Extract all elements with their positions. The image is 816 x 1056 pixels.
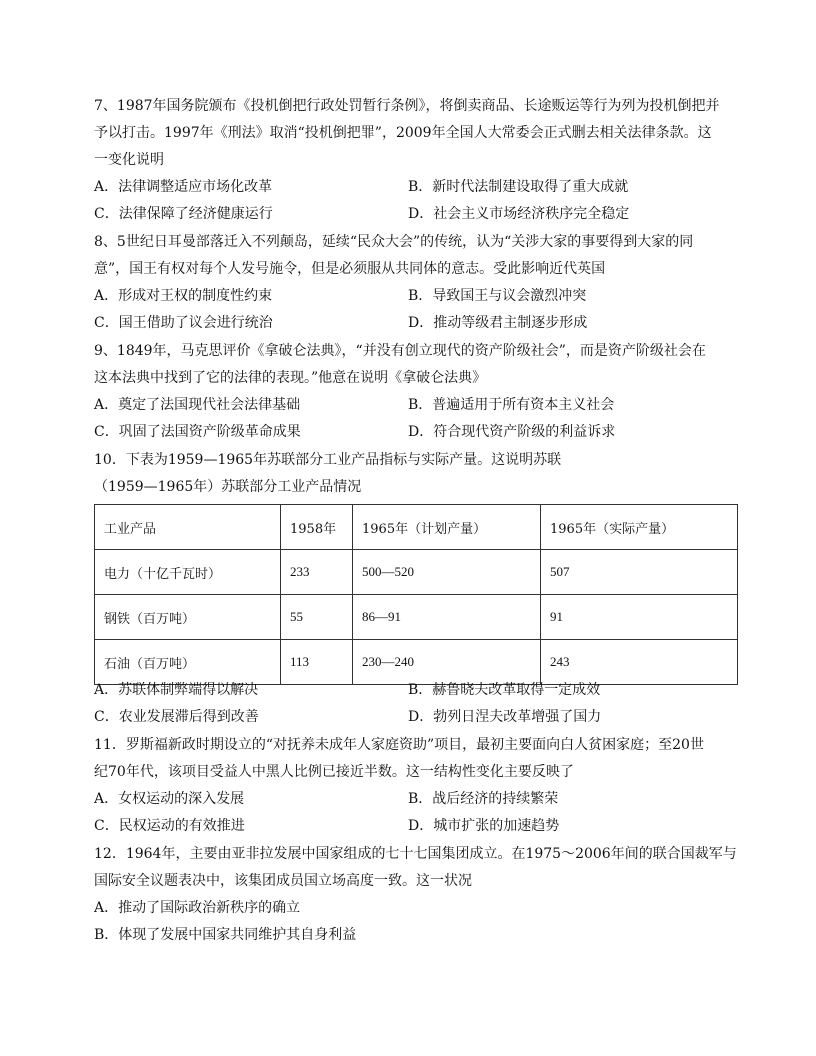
table-cell: 电力（十亿千瓦时） [95, 550, 281, 595]
table-cell: 243 [541, 640, 738, 685]
table-row [95, 640, 738, 685]
q10-stem-line-1: 10．下表为1959—1965年苏联部分工业产品指标与实际产量。这说明苏联 [94, 452, 562, 468]
table-cell: 507 [541, 550, 738, 595]
q10-table-caption: （1959—1965年）苏联部分工业产品情况 [94, 479, 362, 495]
q7-stem-line-3: 一变化说明 [94, 152, 164, 168]
q9-option-b: B．普遍适用于所有资本主义社会 [408, 397, 615, 413]
table-header-cell: 1965年（计划产量） [353, 505, 541, 550]
table-cell: 230—240 [353, 640, 541, 685]
q11-option-c: C．民权运动的有效推进 [94, 818, 245, 834]
table-cell: 91 [541, 595, 738, 640]
q12-option-a: A．推动了国际政治新秩序的确立 [94, 900, 301, 916]
q11-option-a: A．女权运动的深入发展 [94, 791, 245, 807]
q9-option-d: D．符合现代资产阶级的利益诉求 [408, 424, 616, 440]
q8-option-c: C．国王借助了议会进行统治 [94, 315, 273, 331]
table-header-row [95, 505, 738, 550]
table-cell: 55 [281, 595, 353, 640]
q12-stem-line-2: 国际安全议题表决中，该集团成员国立场高度一致。这一状况 [94, 873, 472, 889]
q8-stem-line-2: 意”，国王有权对每个人发号施令，但是必须服从共同体的意志。受此影响近代英国 [94, 261, 606, 277]
q10-option-c: C．农业发展滞后得到改善 [94, 709, 259, 725]
q7-option-b: B．新时代法制建设取得了重大成就 [408, 179, 629, 195]
table-row [95, 595, 738, 640]
q11-option-b: B．战后经济的持续繁荣 [408, 791, 559, 807]
q10-option-d: D．勃列日涅夫改革增强了国力 [408, 709, 602, 725]
table-cell: 钢铁（百万吨） [95, 595, 281, 640]
table-cell: 86—91 [353, 595, 541, 640]
table-header-cell: 1958年 [281, 505, 353, 550]
table-cell: 石油（百万吨） [95, 640, 281, 685]
q9-stem-line-2: 这本法典中找到了它的法律的表现。”他意在说明《拿破仑法典》 [94, 370, 487, 386]
q7-option-a: A．法律调整适应市场化改革 [94, 179, 273, 195]
table-cell: 500—520 [353, 550, 541, 595]
q8-stem-line-1: 8、5世纪日耳曼部落迁入不列颠岛，延续“民众大会”的传统，认为“关涉大家的事要得到大家的同 [94, 234, 694, 250]
q11-option-d: D．城市扩张的加速趋势 [408, 818, 560, 834]
q10-production-table [94, 504, 738, 685]
q9-option-a: A．奠定了法国现代社会法律基础 [94, 397, 301, 413]
q12-stem-line-1: 12．1964年，主要由亚非拉发展中国家组成的七十七国集团成立。在1975～2006年间的联合国裁军与 [94, 846, 737, 862]
q7-stem-line-1: 7、1987年国务院颁布《投机倒把行政处罚暂行条例》，将倒卖商品、长途贩运等行为列为投机倒把并 [94, 98, 720, 114]
table-row [95, 550, 738, 595]
table-header-cell: 工业产品 [95, 505, 281, 550]
q8-option-a: A．形成对王权的制度性约束 [94, 288, 273, 304]
table-header-cell: 1965年（实际产量） [541, 505, 738, 550]
q11-stem-line-2: 纪70年代，该项目受益人中黑人比例已接近半数。这一结构性变化主要反映了 [94, 764, 574, 780]
q9-option-c: C．巩固了法国资产阶级革命成果 [94, 424, 301, 440]
q12-option-b: B．体现了发展中国家共同维护其自身利益 [94, 927, 357, 943]
q7-stem-line-2: 予以打击。1997年《刑法》取消“投机倒把罪”，2009年全国人大常委会正式删去相关法律条款。这 [94, 125, 712, 141]
table-cell: 113 [281, 640, 353, 685]
q7-option-d: D．社会主义市场经济秩序完全稳定 [408, 206, 630, 222]
q8-option-b: B．导致国王与议会激烈冲突 [408, 288, 587, 304]
q10-option-a: A．苏联体制弊端得以解决 [94, 682, 259, 698]
q9-stem-line-1: 9、1849年，马克思评价《拿破仑法典》，“并没有创立现代的资产阶级社会”，而是资产阶级社会在 [94, 343, 706, 359]
q8-option-d: D．推动等级君主制逐步形成 [408, 315, 588, 331]
q7-option-c: C．法律保障了经济健康运行 [94, 206, 273, 222]
q11-stem-line-1: 11．罗斯福新政时期设立的“对抚养未成年人家庭资助”项目，最初主要面向白人贫困家庭；至20世 [94, 737, 704, 753]
table-cell: 233 [281, 550, 353, 595]
q10-option-b: B．赫鲁晓夫改革取得一定成效 [408, 682, 601, 698]
